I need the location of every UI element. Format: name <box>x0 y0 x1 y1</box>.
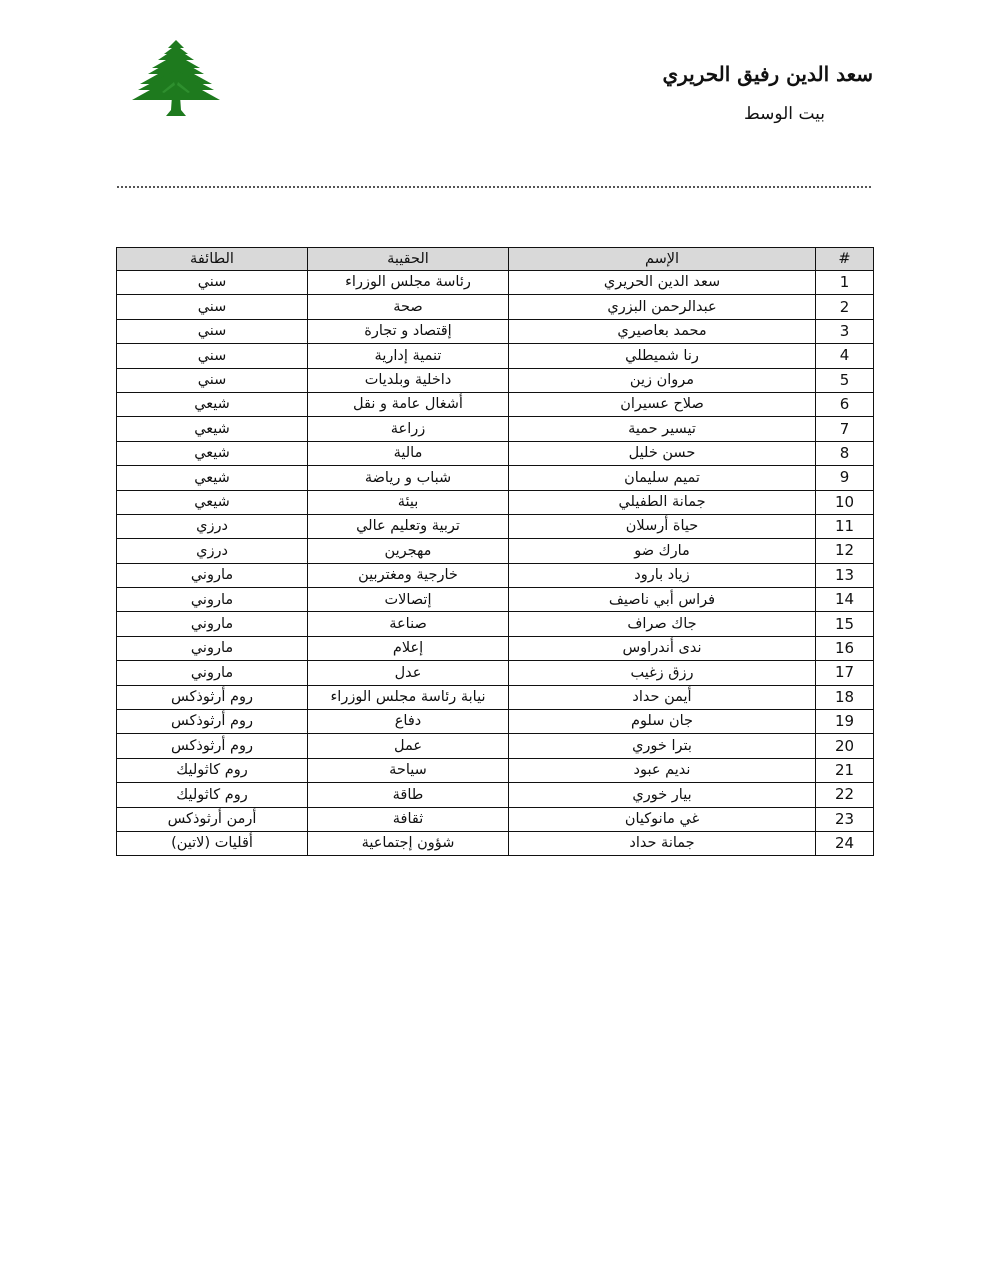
table-row <box>117 539 874 563</box>
cell-name: ندى أندراوس <box>509 636 816 660</box>
cell-number: 23 <box>816 807 874 831</box>
cell-sect: أقليات (لاتين) <box>117 831 308 855</box>
cell-portfolio: مالية <box>308 441 509 465</box>
column-header-name: الإسم <box>509 248 816 271</box>
cell-name: جمانة الطفيلي <box>509 490 816 514</box>
cell-number: 11 <box>816 514 874 538</box>
cell-portfolio: عمل <box>308 734 509 758</box>
cell-portfolio: إقتصاد و تجارة <box>308 319 509 343</box>
cell-portfolio: ثقافة <box>308 807 509 831</box>
cell-number: 8 <box>816 441 874 465</box>
cell-number: 4 <box>816 344 874 368</box>
cell-sect: روم كاثوليك <box>117 758 308 782</box>
cell-sect: ماروني <box>117 588 308 612</box>
cell-portfolio: إعلام <box>308 636 509 660</box>
cell-number: 19 <box>816 710 874 734</box>
cell-sect: سني <box>117 368 308 392</box>
column-header-portfolio: الحقيبة <box>308 248 509 271</box>
cell-number: 15 <box>816 612 874 636</box>
cell-number: 13 <box>816 563 874 587</box>
cell-sect: روم أرثوذكس <box>117 685 308 709</box>
cell-portfolio: أشغال عامة و نقل <box>308 392 509 416</box>
cell-name: مروان زين <box>509 368 816 392</box>
cell-sect: درزي <box>117 539 308 563</box>
cell-number: 22 <box>816 783 874 807</box>
table-row <box>117 417 874 441</box>
cell-sect: ماروني <box>117 636 308 660</box>
table-row <box>117 466 874 490</box>
cedar-tree-icon <box>128 38 224 120</box>
cell-portfolio: مهجرين <box>308 539 509 563</box>
cell-name: حسن خليل <box>509 441 816 465</box>
table-row <box>117 271 874 295</box>
cell-number: 6 <box>816 392 874 416</box>
cell-name: تميم سليمان <box>509 466 816 490</box>
table-row <box>117 514 874 538</box>
cell-sect: شيعي <box>117 392 308 416</box>
cell-sect: سني <box>117 344 308 368</box>
cell-name: رنا شميطلي <box>509 344 816 368</box>
cell-name: بترا خوري <box>509 734 816 758</box>
cell-name: عبدالرحمن البزري <box>509 295 816 319</box>
cell-sect: شيعي <box>117 441 308 465</box>
table-row <box>117 831 874 855</box>
cell-portfolio: نيابة رئاسة مجلس الوزراء <box>308 685 509 709</box>
cell-name: نديم عبود <box>509 758 816 782</box>
cell-sect: روم أرثوذكس <box>117 710 308 734</box>
cell-name: غي مانوكيان <box>509 807 816 831</box>
cell-number: 18 <box>816 685 874 709</box>
cell-sect: أرمن أرثوذكس <box>117 807 308 831</box>
header-subtitle: بيت الوسط <box>743 104 825 124</box>
cell-sect: شيعي <box>117 466 308 490</box>
dotted-divider <box>117 186 871 188</box>
table-row <box>117 344 874 368</box>
cell-name: أيمن حداد <box>509 685 816 709</box>
table-row <box>117 734 874 758</box>
cell-number: 14 <box>816 588 874 612</box>
cell-portfolio: صناعة <box>308 612 509 636</box>
cell-portfolio: رئاسة مجلس الوزراء <box>308 271 509 295</box>
table-row <box>117 685 874 709</box>
table-row <box>117 636 874 660</box>
cell-sect: درزي <box>117 514 308 538</box>
cell-sect: سني <box>117 295 308 319</box>
cell-name: رزق زغيب <box>509 661 816 685</box>
cell-portfolio: داخلية وبلديات <box>308 368 509 392</box>
table-row <box>117 710 874 734</box>
table-row <box>117 441 874 465</box>
cell-sect: ماروني <box>117 563 308 587</box>
cell-sect: شيعي <box>117 490 308 514</box>
cell-number: 1 <box>816 271 874 295</box>
cell-name: محمد بعاصيري <box>509 319 816 343</box>
cell-number: 9 <box>816 466 874 490</box>
cell-sect: ماروني <box>117 661 308 685</box>
column-header-number: # <box>816 248 874 271</box>
table-row <box>117 392 874 416</box>
cell-number: 5 <box>816 368 874 392</box>
table-row <box>117 563 874 587</box>
table-row <box>117 783 874 807</box>
cell-name: جان سلوم <box>509 710 816 734</box>
header-title: سعد الدين رفيق الحريري <box>662 62 873 86</box>
cell-name: فراس أبي ناصيف <box>509 588 816 612</box>
cell-sect: سني <box>117 319 308 343</box>
table-row <box>117 612 874 636</box>
cell-sect: روم أرثوذكس <box>117 734 308 758</box>
cabinet-table <box>116 247 874 856</box>
cell-name: صلاح عسيران <box>509 392 816 416</box>
cell-portfolio: خارجية ومغتربين <box>308 563 509 587</box>
cell-name: بيار خوري <box>509 783 816 807</box>
cell-number: 20 <box>816 734 874 758</box>
cell-portfolio: دفاع <box>308 710 509 734</box>
cell-name: زياد بارود <box>509 563 816 587</box>
table-row <box>117 807 874 831</box>
cell-portfolio: إتصالات <box>308 588 509 612</box>
column-header-sect: الطائفة <box>117 248 308 271</box>
cell-number: 10 <box>816 490 874 514</box>
cell-portfolio: عدل <box>308 661 509 685</box>
table-body <box>117 271 874 856</box>
cell-name: جمانة حداد <box>509 831 816 855</box>
cell-number: 24 <box>816 831 874 855</box>
cell-name: سعد الدين الحريري <box>509 271 816 295</box>
cell-portfolio: شباب و رياضة <box>308 466 509 490</box>
cell-number: 12 <box>816 539 874 563</box>
cell-portfolio: تربية وتعليم عالي <box>308 514 509 538</box>
cell-sect: ماروني <box>117 612 308 636</box>
table-row <box>117 661 874 685</box>
table-row <box>117 490 874 514</box>
cell-name: حياة أرسلان <box>509 514 816 538</box>
cell-number: 17 <box>816 661 874 685</box>
cell-sect: سني <box>117 271 308 295</box>
table-row <box>117 758 874 782</box>
table-row <box>117 368 874 392</box>
cell-portfolio: سياحة <box>308 758 509 782</box>
table-row <box>117 588 874 612</box>
cell-number: 2 <box>816 295 874 319</box>
cell-portfolio: طاقة <box>308 783 509 807</box>
cell-number: 16 <box>816 636 874 660</box>
cell-number: 3 <box>816 319 874 343</box>
cell-portfolio: بيئة <box>308 490 509 514</box>
table-header-row <box>117 248 874 271</box>
cell-number: 21 <box>816 758 874 782</box>
cell-portfolio: زراعة <box>308 417 509 441</box>
cell-sect: روم كاثوليك <box>117 783 308 807</box>
cell-name: جاك صراف <box>509 612 816 636</box>
cell-name: تيسير حمية <box>509 417 816 441</box>
cell-sect: شيعي <box>117 417 308 441</box>
cell-portfolio: شؤون إجتماعية <box>308 831 509 855</box>
table-row <box>117 295 874 319</box>
cell-portfolio: تنمية إدارية <box>308 344 509 368</box>
cell-portfolio: صحة <box>308 295 509 319</box>
cell-number: 7 <box>816 417 874 441</box>
cell-name: مارك ضو <box>509 539 816 563</box>
table-row <box>117 319 874 343</box>
